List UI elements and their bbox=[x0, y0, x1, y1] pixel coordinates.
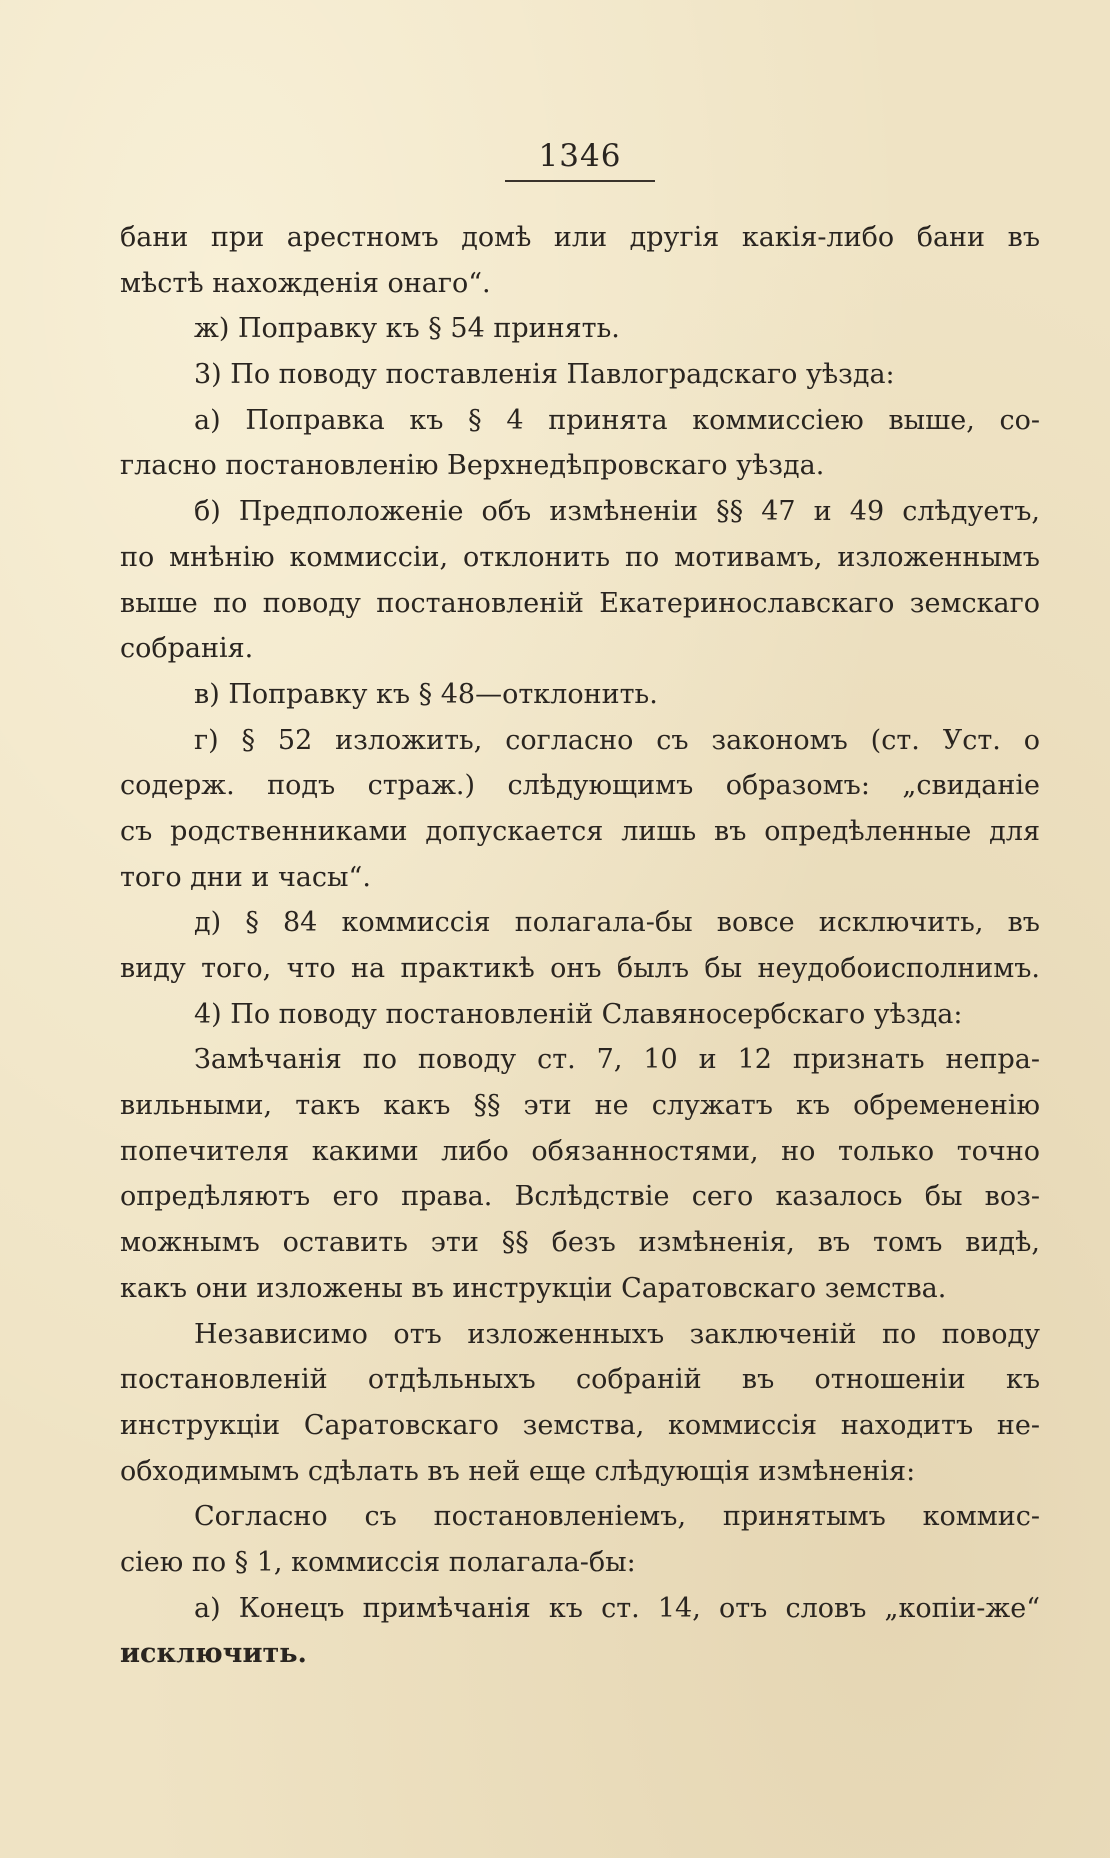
text-line: в) Поправку къ § 48—отклонить. bbox=[194, 678, 658, 710]
text-line: мѣстѣ нахожденія онаго“. bbox=[120, 267, 491, 299]
body-text bbox=[120, 215, 1040, 1677]
text-line: попечителя какими либо обязанностями, но только точно bbox=[120, 1135, 1040, 1167]
text-line: Замѣчанія по поводу ст. 7, 10 и 12 признать непра- bbox=[194, 1044, 1040, 1076]
text-line: Независимо отъ изложенныхъ заключеній по поводу bbox=[194, 1318, 1040, 1350]
page-number: 1346 bbox=[538, 138, 622, 174]
text-line: вильными, такъ какъ §§ эти не служатъ къ обремененію bbox=[120, 1090, 1040, 1122]
text-line: инструкціи Саратовскаго земства, коммиссія находитъ не- bbox=[120, 1409, 1040, 1441]
text-line: опредѣляютъ его права. Вслѣдствіе сего казалось бы воз- bbox=[120, 1181, 1040, 1213]
text-line: обходимымъ сдѣлать въ ней еще слѣдующія измѣненія: bbox=[120, 1455, 916, 1487]
page-number-rule bbox=[505, 180, 655, 182]
text-line: того дни и часы“. bbox=[120, 861, 371, 893]
text-line: 3) По поводу поставленія Павлоградскаго уѣзда: bbox=[194, 359, 895, 391]
text-line: собранія. bbox=[120, 633, 254, 665]
text-line: сіею по § 1, коммиссія полагала-бы: bbox=[120, 1546, 636, 1578]
text-line: по мнѣнію коммиссіи, отклонить по мотивамъ, изложеннымъ bbox=[120, 541, 1040, 573]
text-line: 4) По поводу постановленій Славяносербскаго уѣзда: bbox=[194, 998, 963, 1030]
text-line: исключить. bbox=[120, 1638, 307, 1670]
text-line: какъ они изложены въ инструкціи Саратовскаго земства. bbox=[120, 1272, 947, 1304]
text-line: а) Конецъ примѣчанія къ ст. 14, отъ словъ „копіи-же“ bbox=[194, 1592, 1040, 1624]
text-line: постановленій отдѣльныхъ собраній въ отношеніи къ bbox=[120, 1364, 1040, 1396]
text-line: бани при арестномъ домѣ или другія какія-либо бани въ bbox=[120, 222, 1040, 253]
text-line: выше по поводу постановленій Екатеринославскаго земскаго bbox=[120, 587, 1040, 619]
text-line: а) Поправка къ § 4 принята коммиссіею выше, со- bbox=[194, 404, 1040, 436]
text-line: можнымъ оставить эти §§ безъ измѣненія, въ томъ видѣ, bbox=[120, 1227, 1040, 1259]
text-line: гласно постановленію Верхнедѣпровскаго уѣзда. bbox=[120, 450, 825, 482]
text-line: д) § 84 коммиссія полагала-бы вовсе исключить, въ bbox=[194, 907, 1040, 939]
text-line: виду того, что на практикѣ онъ былъ бы неудобоисполнимъ. bbox=[120, 953, 1040, 984]
text-line: съ родственниками допускается лишь въ опредѣленные для bbox=[120, 815, 1040, 847]
text-line: Согласно съ постановленіемъ, принятымъ коммис- bbox=[194, 1501, 1040, 1533]
text-line: ж) Поправку къ § 54 принять. bbox=[194, 313, 620, 345]
text-line: б) Предположеніе объ измѣненіи §§ 47 и 49 слѣдуетъ, bbox=[194, 496, 1040, 528]
text-line: г) § 52 изложить, согласно съ закономъ (ст. Уст. о bbox=[194, 724, 1040, 756]
text-line: содерж. подъ страж.) слѣдующимъ образомъ: „свиданіе bbox=[120, 770, 1040, 802]
